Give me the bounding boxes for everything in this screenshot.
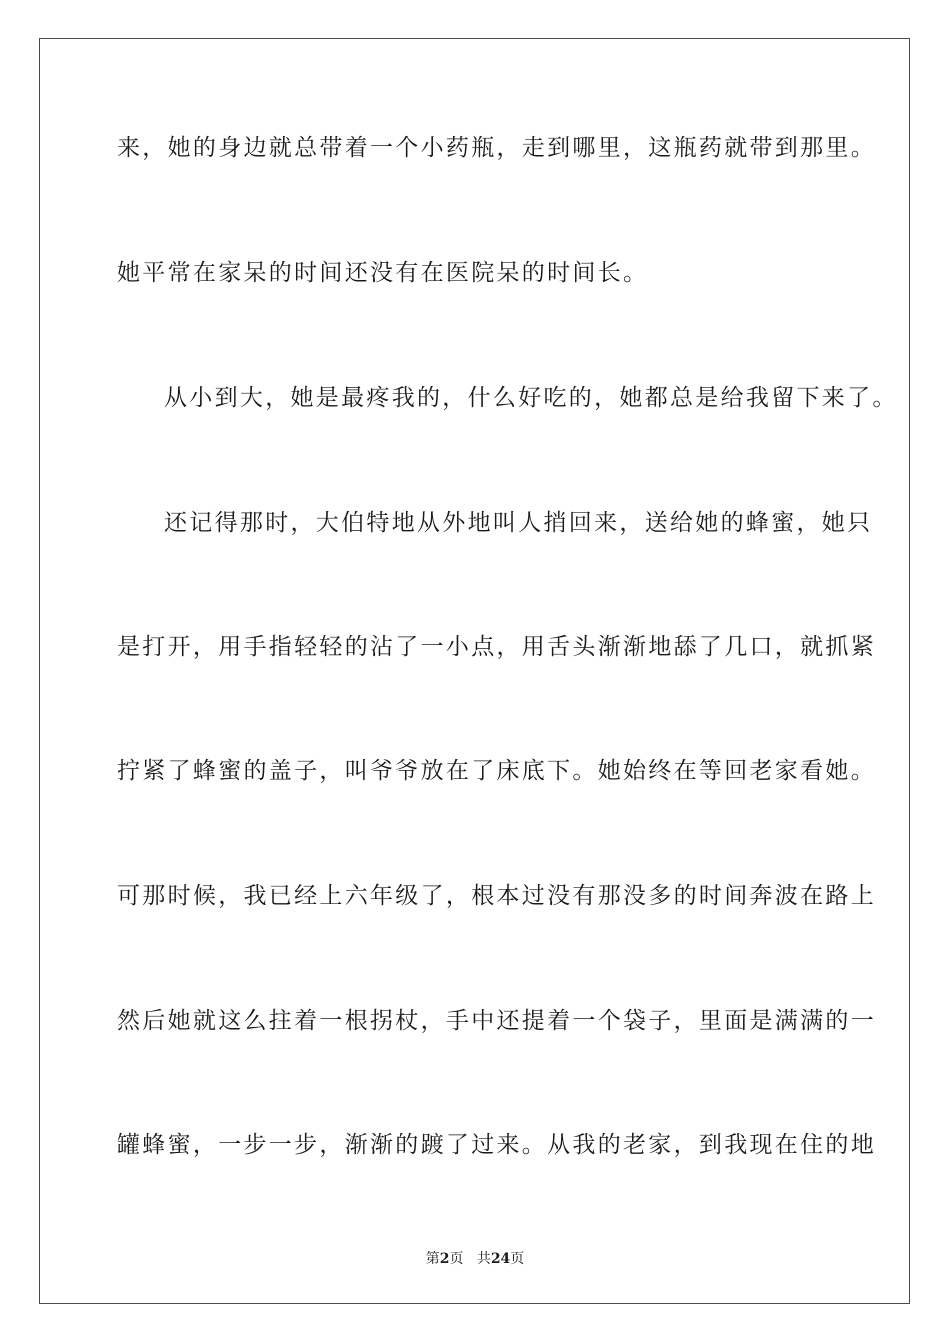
page-prefix: 第: [425, 1251, 440, 1267]
text-line-9: 罐蜂蜜，一步一步，渐渐的踱了过来。从我的老家，到我现在住的地: [117, 1132, 876, 1158]
text-line-2: 她平常在家呆的时间还没有在医院呆的时间长。: [117, 260, 649, 286]
text-line-6: 拧紧了蜂蜜的盖子，叫爷爷放在了床底下。她始终在等回老家看她。: [117, 758, 876, 784]
text-line-7: 可那时候，我已经上六年级了，根本过没有那没多的时间奔波在路上: [117, 883, 876, 909]
page-number: 2: [439, 1251, 450, 1267]
text-line-4: 还记得那时，大伯特地从外地叫人捎回来，送给她的蜂蜜，她只: [164, 510, 873, 536]
page-border: [39, 38, 910, 1304]
text-line-3: 从小到大，她是最疼我的，什么好吃的，她都总是给我留下来了。: [164, 385, 898, 411]
page-suffix: 页: [449, 1251, 464, 1267]
text-line-8: 然后她就这么拄着一根拐杖，手中还提着一个袋子，里面是满满的一: [117, 1008, 876, 1034]
total-prefix: 共: [476, 1251, 491, 1267]
total-suffix: 页: [510, 1251, 525, 1267]
text-line-1: 来，她的身边就总带着一个小药瓶，走到哪里，这瓶药就带到那里。: [117, 135, 876, 161]
total-pages: 24: [490, 1251, 511, 1267]
text-line-5: 是打开，用手指轻轻的沾了一小点，用舌头渐渐地舔了几口，就抓紧: [117, 634, 876, 660]
page-footer: [0, 1248, 950, 1268]
